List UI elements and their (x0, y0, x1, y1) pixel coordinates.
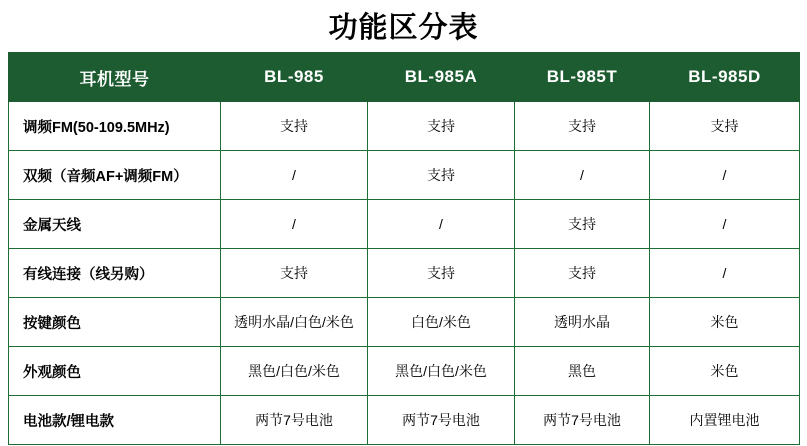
column-header-bl985t: BL-985T (515, 53, 650, 102)
cell-value: 米色 (650, 298, 800, 347)
table-row (9, 347, 800, 396)
column-header-bl985: BL-985 (221, 53, 368, 102)
table-header (9, 53, 800, 102)
cell-value: 支持 (368, 102, 515, 151)
cell-value: 支持 (368, 151, 515, 200)
table-row (9, 102, 800, 151)
cell-value: 两节7号电池 (221, 396, 368, 445)
cell-value: / (368, 200, 515, 249)
column-header-model: 耳机型号 (9, 53, 221, 102)
table-row (9, 298, 800, 347)
row-label: 外观颜色 (9, 347, 221, 396)
cell-value: 白色/米色 (368, 298, 515, 347)
row-label: 金属天线 (9, 200, 221, 249)
row-label: 电池款/锂电款 (9, 396, 221, 445)
cell-value: / (650, 249, 800, 298)
feature-comparison-table (8, 52, 800, 445)
cell-value: 两节7号电池 (368, 396, 515, 445)
cell-value: 透明水晶/白色/米色 (221, 298, 368, 347)
cell-value: / (650, 200, 800, 249)
cell-value: / (515, 151, 650, 200)
cell-value: 透明水晶 (515, 298, 650, 347)
column-header-bl985a: BL-985A (368, 53, 515, 102)
cell-value: 支持 (368, 249, 515, 298)
cell-value: 米色 (650, 347, 800, 396)
cell-value: / (221, 200, 368, 249)
cell-value: 支持 (515, 102, 650, 151)
cell-value: 黑色/白色/米色 (221, 347, 368, 396)
row-label: 按键颜色 (9, 298, 221, 347)
cell-value: 支持 (221, 249, 368, 298)
cell-value: 黑色 (515, 347, 650, 396)
cell-value: 支持 (650, 102, 800, 151)
table-header-row (9, 53, 800, 102)
cell-value: 支持 (515, 249, 650, 298)
table-row (9, 249, 800, 298)
table-row (9, 396, 800, 445)
page-title: 功能区分表 (328, 12, 479, 44)
table-row (9, 200, 800, 249)
cell-value: / (650, 151, 800, 200)
cell-value: 支持 (221, 102, 368, 151)
cell-value: 两节7号电池 (515, 396, 650, 445)
row-label: 调频FM(50-109.5MHz) (9, 102, 221, 151)
cell-value: 支持 (515, 200, 650, 249)
cell-value: 内置锂电池 (650, 396, 800, 445)
row-label: 双频（音频AF+调频FM） (9, 151, 221, 200)
column-header-bl985d: BL-985D (650, 53, 800, 102)
table-row (9, 151, 800, 200)
cell-value: / (221, 151, 368, 200)
cell-value: 黑色/白色/米色 (368, 347, 515, 396)
row-label: 有线连接（线另购） (9, 249, 221, 298)
table-body (9, 102, 800, 445)
